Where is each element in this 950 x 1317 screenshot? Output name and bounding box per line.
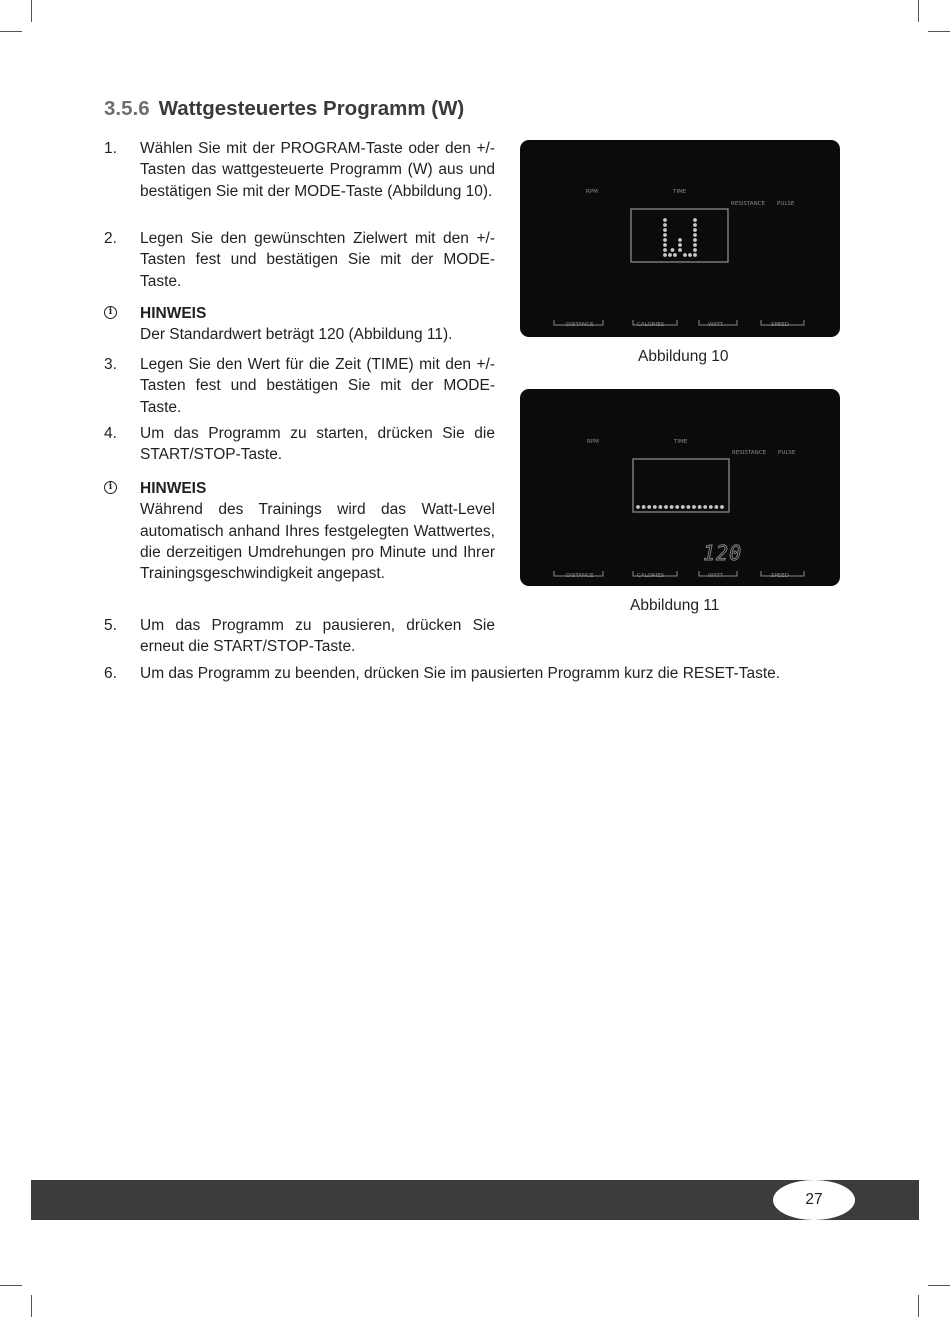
- info-circle-icon: i: [104, 306, 117, 319]
- matrix-dot: [663, 223, 667, 227]
- distance-button: [554, 571, 603, 579]
- crop-mark: [918, 1295, 919, 1317]
- speed-button: [761, 571, 804, 579]
- button-label: WATT: [708, 322, 724, 328]
- section-title: Wattgesteuertes Programm (W): [158, 97, 465, 120]
- matrix-dot: [693, 233, 697, 237]
- matrix-dot: [693, 223, 697, 227]
- note-text: Der Standardwert beträgt 120 (Abbildung 11).: [140, 326, 453, 344]
- matrix-dot: [693, 243, 697, 247]
- crop-mark: [928, 1285, 950, 1286]
- note-label: HINWEIS: [140, 480, 207, 497]
- section-heading: [104, 97, 464, 121]
- list-item: [104, 663, 844, 684]
- button-label: DISTANCE: [566, 322, 594, 328]
- watt-button: [699, 571, 737, 579]
- dot-matrix-frame: [631, 209, 728, 262]
- step-text: Um das Programm zu starten, drücken Sie die START/STOP-Taste.: [140, 425, 495, 464]
- button-label: CALORIES: [637, 573, 665, 579]
- matrix-dot: [688, 253, 692, 257]
- button-label: DISTANCE: [566, 573, 594, 579]
- watt-button: [699, 320, 737, 328]
- crop-mark: [31, 1295, 32, 1317]
- matrix-dot: [703, 505, 707, 509]
- step-text: Legen Sie den gewünschten Zielwert mit den +/- Tasten fest und bestätigen Sie mit der MODE-Taste.: [140, 230, 495, 290]
- matrix-dot: [653, 505, 657, 509]
- matrix-dot: [647, 505, 651, 509]
- matrix-dot: [678, 238, 682, 242]
- console-buttons: [554, 571, 804, 579]
- step-number: 6.: [104, 665, 117, 682]
- matrix-dot: [663, 253, 667, 257]
- matrix-dot: [664, 505, 668, 509]
- time-label: TIME: [673, 189, 687, 195]
- matrix-dot: [693, 253, 697, 257]
- note-block: [104, 303, 495, 346]
- matrix-dot: [678, 243, 682, 247]
- matrix-dot: [663, 248, 667, 252]
- button-label: SPEED: [771, 322, 789, 328]
- resistance-label: RESISTANCE: [731, 201, 766, 207]
- matrix-dot: [668, 253, 672, 257]
- step-text: Wählen Sie mit der PROGRAM-Taste oder den +/- Tasten das wattgesteuerte Programm (W) aus und bestätigen Sie mit der MODE-Taste (Abbildung 10).: [140, 140, 495, 200]
- button-label: SPEED: [771, 573, 789, 579]
- note-text: Während des Trainings wird das Watt-Level automatisch anhand Ihres festgelegten Wattwertes, die derzeitigen Umdrehungen pro Minute und Ihrer Trainingsgeschwindigkeit angepast.: [140, 501, 495, 583]
- step-number: 1.: [104, 140, 117, 157]
- matrix-dot: [636, 505, 640, 509]
- segment-readout: 120: [703, 541, 743, 565]
- matrix-dot: [659, 505, 663, 509]
- crop-mark: [31, 0, 32, 22]
- pulse-label: PULSE: [777, 201, 795, 207]
- rpm-label: RPM: [587, 439, 599, 445]
- crop-mark: [928, 31, 950, 32]
- matrix-dot: [720, 505, 724, 509]
- list-item: [104, 615, 495, 658]
- matrix-dot: [715, 505, 719, 509]
- matrix-dot: [692, 505, 696, 509]
- button-label: CALORIES: [637, 322, 665, 328]
- console-display: [520, 140, 840, 337]
- matrix-dot: [693, 228, 697, 232]
- matrix-dot: [681, 505, 685, 509]
- matrix-dot: [663, 218, 667, 222]
- step-number: 4.: [104, 425, 117, 442]
- step-text: Legen Sie den Wert für die Zeit (TIME) mit den +/- Tasten fest und bestätigen Sie mit der MODE-Taste.: [140, 356, 495, 416]
- pulse-label: PULSE: [778, 450, 796, 456]
- console-display-figure: [520, 389, 840, 586]
- step-text: Um das Programm zu pausieren, drücken Sie erneut die START/STOP-Taste.: [140, 617, 495, 656]
- step-number: 5.: [104, 617, 117, 634]
- matrix-dot: [687, 505, 691, 509]
- matrix-dot: [709, 505, 713, 509]
- matrix-dot: [675, 505, 679, 509]
- list-item: [104, 354, 495, 418]
- calories-button: [633, 320, 677, 328]
- crop-mark: [918, 0, 919, 22]
- matrix-dot: [693, 218, 697, 222]
- matrix-dot: [663, 233, 667, 237]
- matrix-dot: [663, 243, 667, 247]
- matrix-dot: [678, 248, 682, 252]
- step-number: 2.: [104, 230, 117, 247]
- console-buttons: [554, 320, 804, 328]
- list-item: [104, 228, 495, 292]
- info-circle-icon: i: [104, 481, 117, 494]
- step-number: 3.: [104, 356, 117, 373]
- crop-mark: [0, 31, 22, 32]
- note-label: HINWEIS: [140, 305, 207, 322]
- matrix-dot: [698, 505, 702, 509]
- console-display-figure: [520, 140, 840, 337]
- speed-button: [761, 320, 804, 328]
- list-item: [104, 138, 495, 202]
- resistance-label: RESISTANCE: [732, 450, 767, 456]
- matrix-dot: [693, 238, 697, 242]
- matrix-dot: [663, 238, 667, 242]
- time-label: TIME: [674, 439, 688, 445]
- matrix-dot: [683, 253, 687, 257]
- matrix-dot: [671, 248, 675, 252]
- dot-matrix-baseline: [636, 505, 724, 509]
- figure-caption: Abbildung 11: [630, 597, 720, 614]
- calories-button: [633, 571, 677, 579]
- rpm-label: RPM: [586, 189, 598, 195]
- list-item: [104, 423, 495, 466]
- button-label: WATT: [708, 573, 724, 579]
- distance-button: [554, 320, 603, 328]
- matrix-dot: [693, 248, 697, 252]
- step-text: Um das Programm zu beenden, drücken Sie im pausierten Programm kurz die RESET-Taste.: [140, 665, 781, 682]
- section-number: 3.5.6: [104, 97, 150, 120]
- note-block: [104, 478, 495, 584]
- dot-matrix-w: [663, 218, 697, 257]
- crop-mark: [0, 1285, 22, 1286]
- page-number: 27: [773, 1180, 855, 1220]
- matrix-dot: [670, 505, 674, 509]
- figure-caption: Abbildung 10: [638, 348, 729, 365]
- matrix-dot: [642, 505, 646, 509]
- matrix-dot: [673, 253, 677, 257]
- matrix-dot: [663, 228, 667, 232]
- console-display: [520, 389, 840, 586]
- dot-matrix-frame: [633, 459, 729, 512]
